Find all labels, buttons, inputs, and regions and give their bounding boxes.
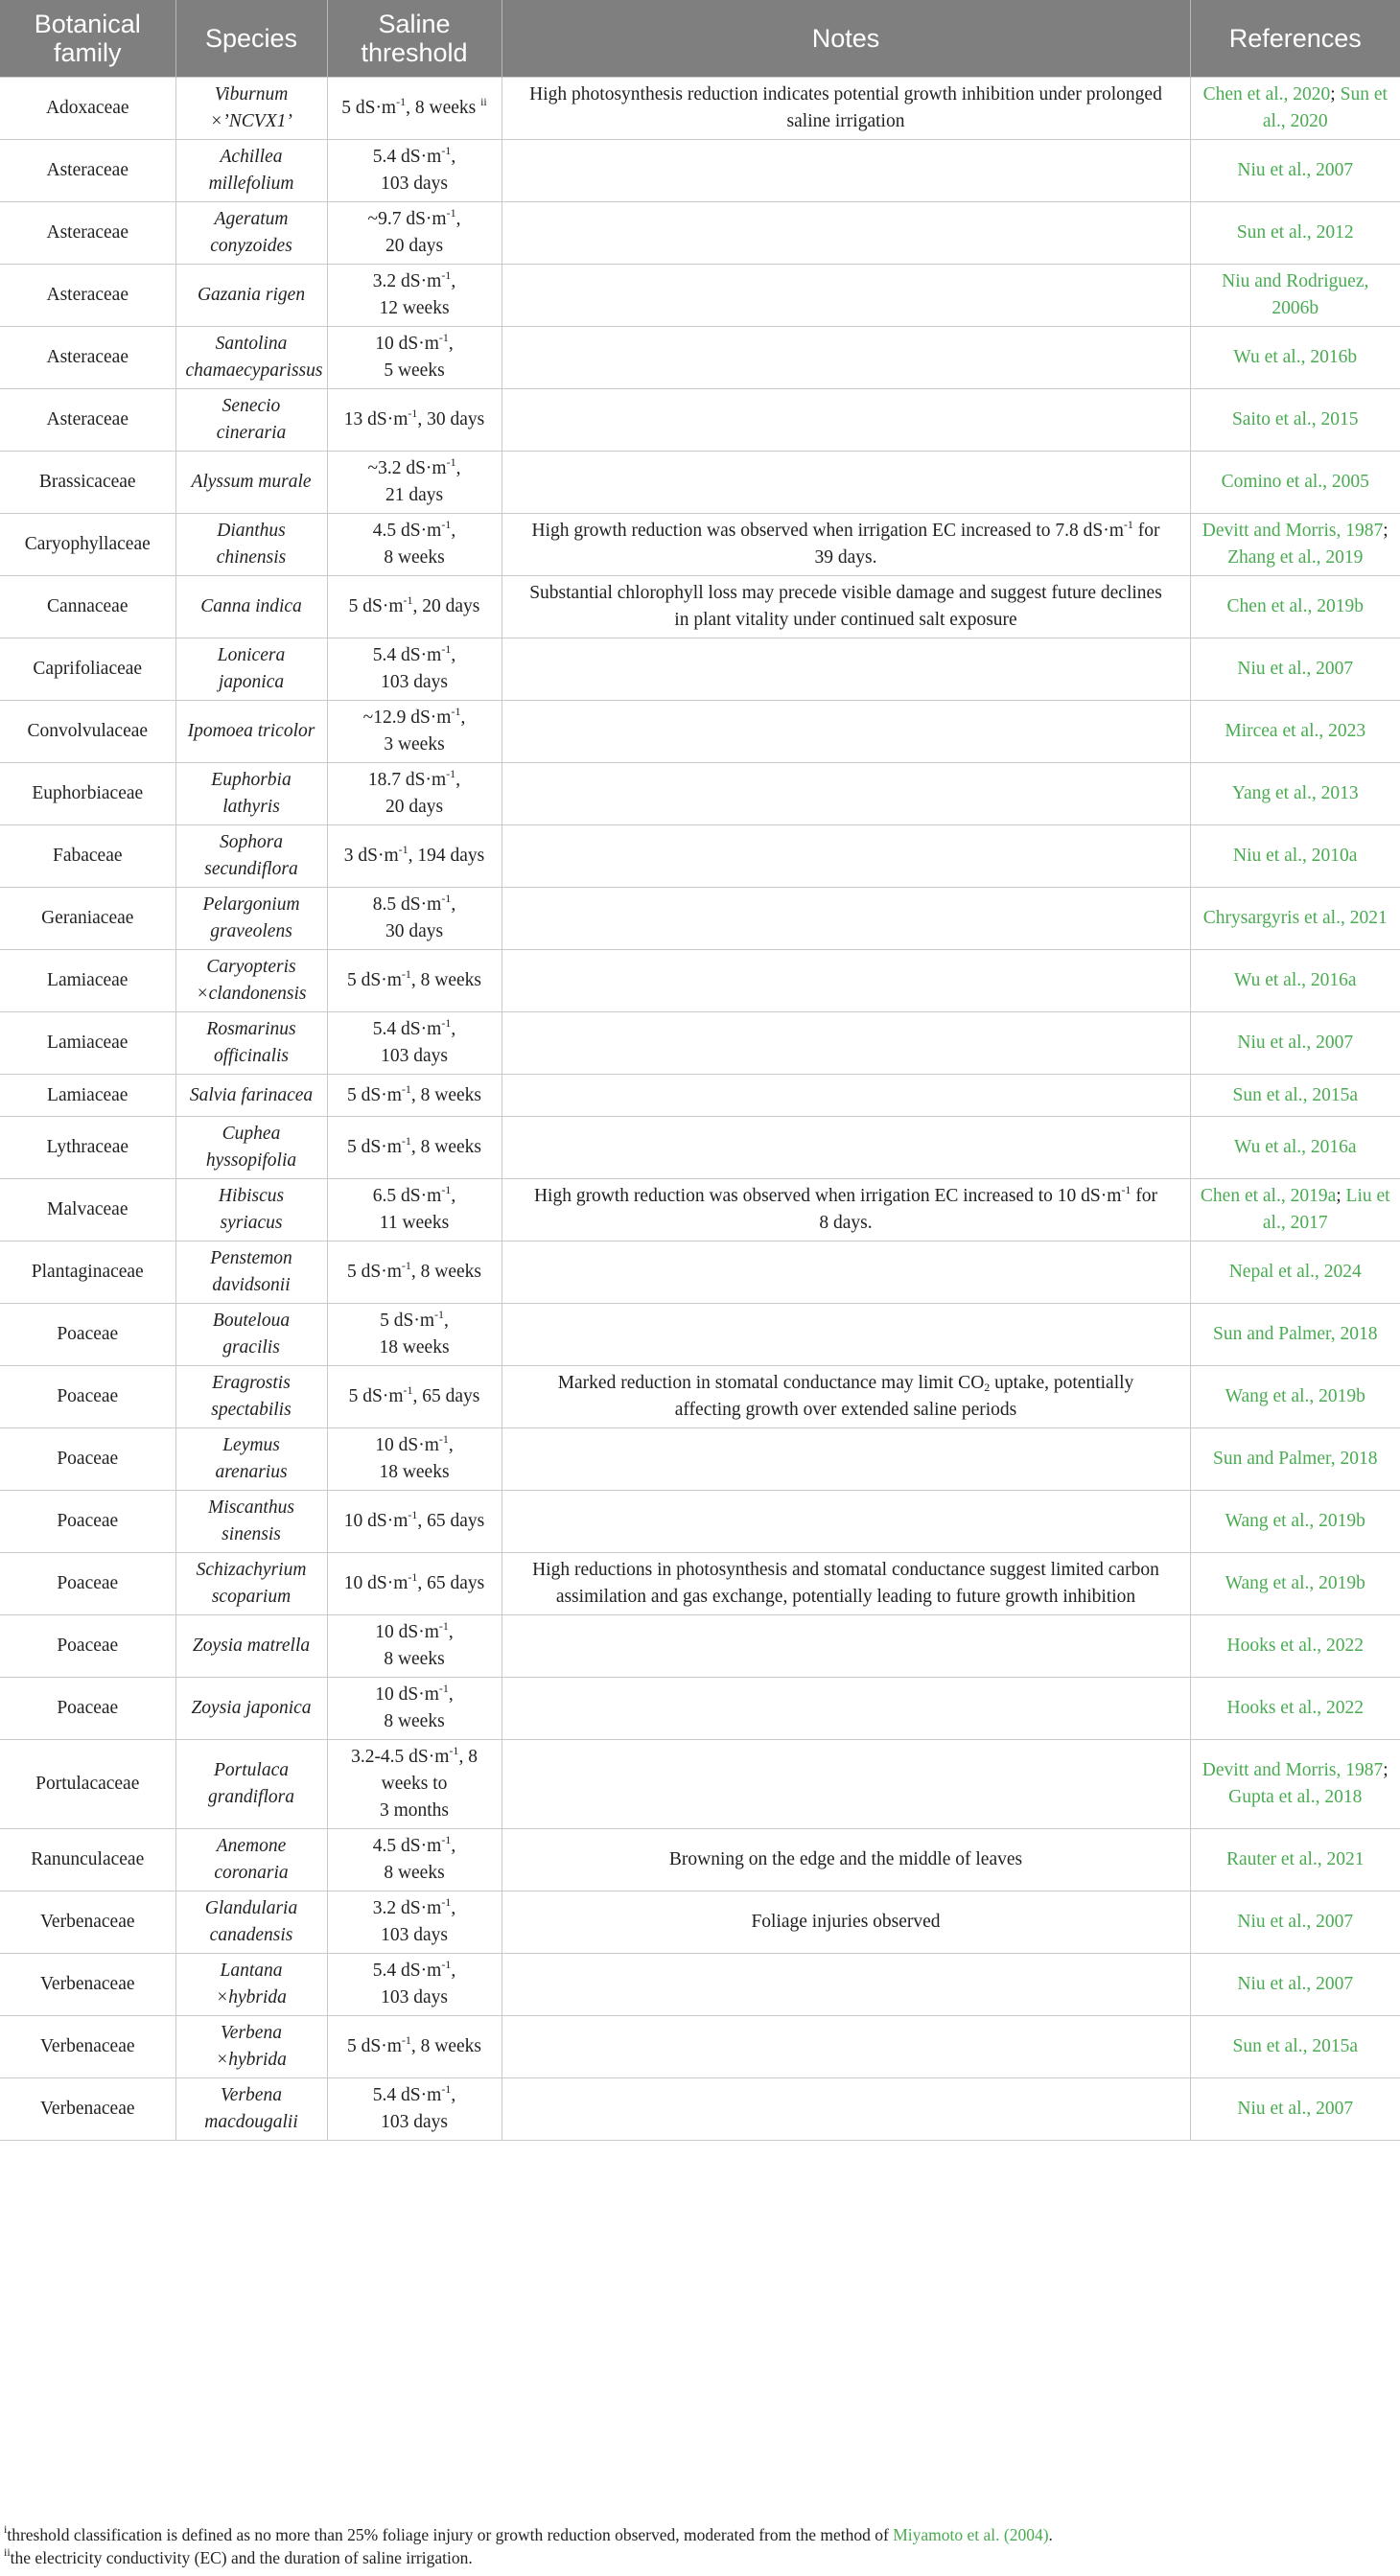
notes-cell: High growth reduction was observed when irrigation EC increased to 7.8 $dS\cdot m^{-1}$ for 39 days. [502, 514, 1190, 576]
table-row [0, 327, 1400, 389]
footnotes [0, 2523, 1400, 2569]
family-cell: Caprifoliaceae [0, 638, 175, 701]
references-cell [1190, 638, 1400, 701]
references-cell [1190, 2016, 1400, 2078]
reference-link[interactable]: Niu and Rodriguez, 2006b [1222, 271, 1369, 318]
species-cell: Viburnum ×’NCVX1’ [175, 78, 327, 140]
references-cell [1190, 2078, 1400, 2141]
species-cell: Alyssum murale [175, 452, 327, 514]
threshold-cell: 5.4 $dS\cdot m^{-1}$, 103 days [327, 1012, 502, 1075]
table-row [0, 452, 1400, 514]
threshold-cell: 5.4 $dS\cdot m^{-1}$, 103 days [327, 638, 502, 701]
reference-link[interactable]: Comino et al., 2005 [1221, 472, 1369, 492]
species-cell: Zoysia japonica [175, 1678, 327, 1740]
family-cell: Verbenaceae [0, 1891, 175, 1954]
threshold-cell: 10 $dS\cdot m^{-1}$, 18 weeks [327, 1428, 502, 1491]
reference-link[interactable]: Wu et al., 2016a [1233, 1137, 1357, 1157]
species-cell: Achillea millefolium [175, 140, 327, 202]
threshold-cell: 5.4 $dS\cdot m^{-1}$, 103 days [327, 140, 502, 202]
species-cell: Schizachyrium scoparium [175, 1553, 327, 1615]
notes-cell [502, 1304, 1190, 1366]
notes-cell: Substantial chlorophyll loss may precede visible damage and suggest future declines in plant vitality under continued salt exposure [502, 576, 1190, 638]
reference-link[interactable]: Sun et al., 2012 [1236, 222, 1354, 243]
references-cell: Chen et al., 2020; Sun et al., 2020 [1190, 78, 1400, 140]
family-cell: Geraniaceae [0, 888, 175, 950]
table-row [0, 1179, 1400, 1242]
notes-cell [502, 1012, 1190, 1075]
notes-cell: High reductions in photosynthesis and stomatal conductance suggest limited carbon assimilation and gas exchange, potentially leading to future growth inhibition [502, 1553, 1190, 1615]
table-row [0, 1117, 1400, 1179]
reference-link[interactable]: Sun et al., 2015a [1232, 2036, 1359, 2056]
reference-link[interactable]: Chen et al., 2019b [1226, 596, 1364, 616]
notes-cell [502, 1615, 1190, 1678]
reference-link[interactable]: Nepal et al., 2024 [1228, 1262, 1362, 1282]
family-cell: Portulacaceae [0, 1740, 175, 1829]
table-row [0, 1491, 1400, 1553]
species-cell: Ipomoea tricolor [175, 701, 327, 763]
header-row [0, 0, 1400, 78]
family-cell: Verbenaceae [0, 2016, 175, 2078]
family-cell: Malvaceae [0, 1179, 175, 1242]
reference-link[interactable]: Mircea et al., 2023 [1225, 721, 1366, 741]
references-cell [1190, 888, 1400, 950]
reference-link[interactable]: Sun and Palmer, 2018 [1213, 1449, 1378, 1469]
notes-cell [502, 763, 1190, 825]
notes-cell [502, 701, 1190, 763]
threshold-cell: 10 $dS\cdot m^{-1}$, 8 weeks [327, 1615, 502, 1678]
reference-link[interactable]: Wang et al., 2019b [1225, 1386, 1365, 1406]
family-cell: Poaceae [0, 1304, 175, 1366]
threshold-cell: 5 $dS\cdot m^{-1}$, 8 weeks [327, 2016, 502, 2078]
notes-cell [502, 327, 1190, 389]
family-cell: Plantaginaceae [0, 1242, 175, 1304]
table-row [0, 1075, 1400, 1117]
species-cell: Glandularia canadensis [175, 1891, 327, 1954]
header-saline-threshold: Saline threshold [327, 0, 502, 78]
references-cell [1190, 1829, 1400, 1891]
family-cell: Adoxaceae [0, 78, 175, 140]
threshold-cell: 5 $dS\cdot m^{-1}$, 8 weeks [327, 1242, 502, 1304]
notes-cell [502, 1954, 1190, 2016]
references-cell [1190, 1615, 1400, 1678]
references-cell: Devitt and Morris, 1987; Gupta et al., 2018 [1190, 1740, 1400, 1829]
references-cell [1190, 1891, 1400, 1954]
species-cell: Verbena ×hybrida [175, 2016, 327, 2078]
reference-link[interactable]: Yang et al., 2013 [1231, 783, 1359, 803]
family-cell: Verbenaceae [0, 1954, 175, 2016]
table-row [0, 1829, 1400, 1891]
table-row [0, 389, 1400, 452]
table-row [0, 1012, 1400, 1075]
references-cell [1190, 1553, 1400, 1615]
table-body [0, 78, 1400, 2141]
references-cell [1190, 140, 1400, 202]
threshold-cell: 10 $dS\cdot m^{-1}$, 65 days [327, 1491, 502, 1553]
references-cell [1190, 825, 1400, 888]
family-cell: Lamiaceae [0, 1075, 175, 1117]
references-cell: Chen et al., 2019a; Liu et al., 2017 [1190, 1179, 1400, 1242]
table-row [0, 1615, 1400, 1678]
species-cell: Senecio cineraria [175, 389, 327, 452]
table-row [0, 763, 1400, 825]
references-cell [1190, 576, 1400, 638]
references-cell [1190, 1304, 1400, 1366]
table-row [0, 514, 1400, 576]
references-cell [1190, 1678, 1400, 1740]
table-row [0, 576, 1400, 638]
threshold-cell: 5.4 $dS\cdot m^{-1}$, 103 days [327, 1954, 502, 2016]
species-cell: Lonicera japonica [175, 638, 327, 701]
notes-cell: Marked reduction in stomatal conductance may limit $CO_2$ uptake, potentially affecting growth over extended saline periods [502, 1366, 1190, 1428]
references-cell [1190, 1117, 1400, 1179]
references-cell [1190, 763, 1400, 825]
family-cell: Cannaceae [0, 576, 175, 638]
notes-cell: High photosynthesis reduction indicates potential growth inhibition under prolonged saline irrigation [502, 78, 1190, 140]
table-row [0, 2016, 1400, 2078]
threshold-cell: 5 $dS\cdot m^{-1}$, 18 weeks [327, 1304, 502, 1366]
species-cell: Bouteloua gracilis [175, 1304, 327, 1366]
notes-cell [502, 825, 1190, 888]
family-cell: Ranunculaceae [0, 1829, 175, 1891]
threshold-cell: ~12.9 $dS\cdot m^{-1}$, 3 weeks [327, 701, 502, 763]
family-cell: Asteraceae [0, 327, 175, 389]
table-row [0, 78, 1400, 140]
references-cell [1190, 1954, 1400, 2016]
table-row [0, 825, 1400, 888]
family-cell: Asteraceae [0, 140, 175, 202]
species-cell: Hibiscus syriacus [175, 1179, 327, 1242]
threshold-cell: 4.5 $dS\cdot m^{-1}$, 8 weeks [327, 1829, 502, 1891]
threshold-cell: 5.4 $dS\cdot m^{-1}$, 103 days [327, 2078, 502, 2141]
table-row [0, 1891, 1400, 1954]
family-cell: Brassicaceae [0, 452, 175, 514]
family-cell: Poaceae [0, 1428, 175, 1491]
references-cell [1190, 1366, 1400, 1428]
reference-link[interactable]: Devitt and Morris, 1987 [1202, 1760, 1384, 1780]
references-cell [1190, 265, 1400, 327]
species-cell: Gazania rigen [175, 265, 327, 327]
references-cell [1190, 1012, 1400, 1075]
family-cell: Poaceae [0, 1491, 175, 1553]
reference-link[interactable]: Zhang et al., 2019 [1227, 547, 1364, 568]
species-cell: Sophora secundiflora [175, 825, 327, 888]
species-cell: Anemone coronaria [175, 1829, 327, 1891]
notes-cell [502, 2016, 1190, 2078]
family-cell: Fabaceae [0, 825, 175, 888]
threshold-cell: 13 $dS\cdot m^{-1}$, 30 days [327, 389, 502, 452]
species-cell: Santolina chamaecyparissus [175, 327, 327, 389]
species-cell: Cuphea hyssopifolia [175, 1117, 327, 1179]
species-cell: Caryopteris ×clandonensis [175, 950, 327, 1012]
notes-cell [502, 202, 1190, 265]
notes-cell [502, 1491, 1190, 1553]
reference-link[interactable]: Sun et al., 2015a [1232, 1084, 1359, 1105]
family-cell: Asteraceae [0, 389, 175, 452]
notes-cell [502, 638, 1190, 701]
family-cell: Asteraceae [0, 265, 175, 327]
threshold-cell: 5 $dS\cdot m^{-1}$, 20 days [327, 576, 502, 638]
species-cell: Miscanthus sinensis [175, 1491, 327, 1553]
references-cell [1190, 950, 1400, 1012]
species-cell: Ageratum conyzoides [175, 202, 327, 265]
table-row [0, 1242, 1400, 1304]
notes-cell [502, 1428, 1190, 1491]
species-cell: Penstemon davidsonii [175, 1242, 327, 1304]
notes-cell [502, 950, 1190, 1012]
species-cell: Salvia farinacea [175, 1075, 327, 1117]
notes-cell [502, 1740, 1190, 1829]
family-cell: Caryophyllaceae [0, 514, 175, 576]
reference-link[interactable]: Niu et al., 2007 [1237, 1974, 1354, 1994]
reference-link[interactable]: Wu et al., 2016b [1233, 347, 1358, 367]
table-row [0, 265, 1400, 327]
notes-cell [502, 1242, 1190, 1304]
notes-cell [502, 1678, 1190, 1740]
header-species: Species [175, 0, 327, 78]
table-row [0, 1678, 1400, 1740]
threshold-cell: 4.5 $dS\cdot m^{-1}$, 8 weeks [327, 514, 502, 576]
family-cell: Poaceae [0, 1366, 175, 1428]
references-cell [1190, 701, 1400, 763]
footnote: $^i$threshold classification is defined as no more than 25% foliage injury or growth reduction observed, moderated from the method of Miyamoto et al. (2004). [4, 2522, 1053, 2544]
family-cell: Poaceae [0, 1615, 175, 1678]
family-cell: Asteraceae [0, 202, 175, 265]
reference-link[interactable]: Chen et al., 2020 [1202, 84, 1331, 104]
reference-link[interactable]: Devitt and Morris, 1987 [1202, 521, 1384, 541]
species-cell: Zoysia matrella [175, 1615, 327, 1678]
family-cell: Lamiaceae [0, 1012, 175, 1075]
threshold-cell: 5 $dS\cdot m^{-1}$, 8 weeks $^{ii}$ [327, 78, 502, 140]
references-cell [1190, 1491, 1400, 1553]
notes-cell [502, 1117, 1190, 1179]
species-cell: Euphorbia lathyris [175, 763, 327, 825]
threshold-cell: 5 $dS\cdot m^{-1}$, 65 days [327, 1366, 502, 1428]
reference-link[interactable]: Niu et al., 2007 [1237, 659, 1354, 679]
notes-cell [502, 140, 1190, 202]
threshold-cell: 6.5 $dS\cdot m^{-1}$, 11 weeks [327, 1179, 502, 1242]
reference-link[interactable]: Wu et al., 2016a [1233, 970, 1357, 990]
table-row [0, 140, 1400, 202]
reference-link[interactable]: Saito et al., 2015 [1231, 409, 1359, 429]
threshold-cell: 18.7 $dS\cdot m^{-1}$, 20 days [327, 763, 502, 825]
reference-link[interactable]: Sun and Palmer, 2018 [1213, 1324, 1378, 1344]
reference-link[interactable]: Chrysargyris et al., 2021 [1202, 908, 1388, 928]
notes-cell: Foliage injuries observed [502, 1891, 1190, 1954]
threshold-cell: 8.5 $dS\cdot m^{-1}$, 30 days [327, 888, 502, 950]
species-cell: Rosmarinus officinalis [175, 1012, 327, 1075]
table-row [0, 888, 1400, 950]
threshold-cell: 5 $dS\cdot m^{-1}$, 8 weeks [327, 1117, 502, 1179]
reference-link[interactable]: Niu et al., 2007 [1237, 1033, 1354, 1053]
references-cell [1190, 202, 1400, 265]
reference-link[interactable]: Wang et al., 2019b [1225, 1573, 1365, 1593]
table-row [0, 1740, 1400, 1829]
references-cell: Devitt and Morris, 1987; Zhang et al., 2019 [1190, 514, 1400, 576]
reference-link[interactable]: Sun et al., 2020 [1262, 84, 1388, 131]
table-row [0, 950, 1400, 1012]
notes-cell: Browning on the edge and the middle of leaves [502, 1829, 1190, 1891]
threshold-cell: 10 $dS\cdot m^{-1}$, 65 days [327, 1553, 502, 1615]
reference-link[interactable]: Niu et al., 2007 [1237, 160, 1354, 180]
notes-cell [502, 452, 1190, 514]
threshold-cell: 3.2 $dS\cdot m^{-1}$, 103 days [327, 1891, 502, 1954]
references-cell [1190, 327, 1400, 389]
species-cell: Lantana ×hybrida [175, 1954, 327, 2016]
footnote-reference-link[interactable]: Miyamoto et al. (2004) [893, 2525, 1049, 2544]
reference-link[interactable]: Hooks et al., 2022 [1226, 1636, 1364, 1656]
table-row [0, 1553, 1400, 1615]
threshold-cell: 3.2-4.5 $dS\cdot m^{-1}$, 8 weeks to 3 months [327, 1740, 502, 1829]
species-cell: Eragrostis spectabilis [175, 1366, 327, 1428]
header-notes: Notes [502, 0, 1190, 78]
references-cell [1190, 452, 1400, 514]
footnote: $^{ii}$the electricity conductivity (EC) and the duration of saline irrigation. [4, 2545, 473, 2567]
species-cell: Portulaca grandiflora [175, 1740, 327, 1829]
notes-cell: High growth reduction was observed when irrigation EC increased to 10 $dS\cdot m^{-1}$ for 8 days. [502, 1179, 1190, 1242]
reference-link[interactable]: Rauter et al., 2021 [1226, 1849, 1365, 1869]
species-cell: Canna indica [175, 576, 327, 638]
header-botanical-family: Botanical family [0, 0, 175, 78]
references-cell [1190, 1242, 1400, 1304]
reference-link[interactable]: Gupta et al., 2018 [1228, 1787, 1363, 1807]
references-cell [1190, 389, 1400, 452]
table-row [0, 1366, 1400, 1428]
notes-cell [502, 265, 1190, 327]
family-cell: Convolvulaceae [0, 701, 175, 763]
species-cell: Pelargonium graveolens [175, 888, 327, 950]
notes-cell [502, 389, 1190, 452]
reference-link[interactable]: Niu et al., 2007 [1237, 1912, 1354, 1932]
species-cell: Verbena macdougalii [175, 2078, 327, 2141]
table-row [0, 638, 1400, 701]
family-cell: Lamiaceae [0, 950, 175, 1012]
family-cell: Euphorbiaceae [0, 763, 175, 825]
threshold-cell: ~9.7 $dS\cdot m^{-1}$, 20 days [327, 202, 502, 265]
table-row [0, 1428, 1400, 1491]
species-cell: Leymus arenarius [175, 1428, 327, 1491]
table-row [0, 202, 1400, 265]
threshold-cell: ~3.2 $dS\cdot m^{-1}$, 21 days [327, 452, 502, 514]
family-cell: Poaceae [0, 1553, 175, 1615]
notes-cell [502, 2078, 1190, 2141]
table-row [0, 701, 1400, 763]
threshold-cell: 3.2 $dS\cdot m^{-1}$, 12 weeks [327, 265, 502, 327]
species-cell: Dianthus chinensis [175, 514, 327, 576]
table-header [0, 0, 1400, 78]
reference-link[interactable]: Niu et al., 2010a [1233, 846, 1358, 866]
threshold-cell: 5 $dS\cdot m^{-1}$, 8 weeks [327, 1075, 502, 1117]
family-cell: Poaceae [0, 1678, 175, 1740]
notes-cell [502, 888, 1190, 950]
header-references: References [1190, 0, 1400, 78]
reference-link[interactable]: Chen et al., 2019a [1200, 1186, 1337, 1206]
table-row [0, 2078, 1400, 2141]
reference-link[interactable]: Niu et al., 2007 [1237, 2099, 1354, 2119]
threshold-cell: 10 $dS\cdot m^{-1}$, 8 weeks [327, 1678, 502, 1740]
reference-link[interactable]: Liu et al., 2017 [1262, 1186, 1390, 1233]
references-cell [1190, 1428, 1400, 1491]
references-cell [1190, 1075, 1400, 1117]
table-row [0, 1304, 1400, 1366]
threshold-cell: 3 $dS\cdot m^{-1}$, 194 days [327, 825, 502, 888]
reference-link[interactable]: Hooks et al., 2022 [1226, 1698, 1364, 1718]
threshold-cell: 5 $dS\cdot m^{-1}$, 8 weeks [327, 950, 502, 1012]
family-cell: Verbenaceae [0, 2078, 175, 2141]
threshold-cell: 10 $dS\cdot m^{-1}$, 5 weeks [327, 327, 502, 389]
family-cell: Lythraceae [0, 1117, 175, 1179]
notes-cell [502, 1075, 1190, 1117]
table-row [0, 1954, 1400, 2016]
reference-link[interactable]: Wang et al., 2019b [1225, 1511, 1365, 1531]
